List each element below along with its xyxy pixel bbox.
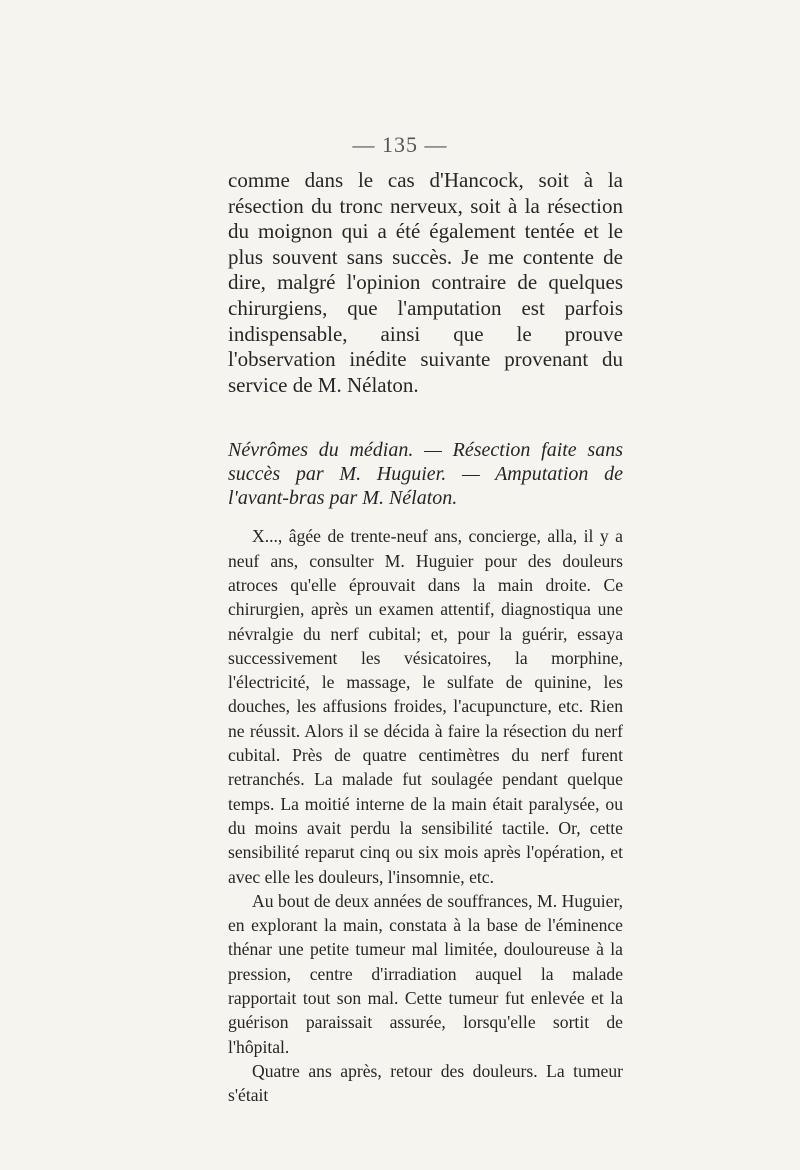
page-number: — 135 — xyxy=(352,132,448,157)
observation-paragraph: Quatre ans après, retour des douleurs. La tumeur s'était xyxy=(228,1060,623,1106)
text-column xyxy=(228,168,623,1107)
observation-paragraph: X..., âgée de trente-neuf ans, concierge, alla, il y a neuf ans, consulter M. Huguier pour des douleurs atroces qu'elle éprouvait dans la main droite. Ce chirurgien, après un examen attentif, diagnostiqua une névralgie du nerf cubital; et, pour la guérir, essaya successivement les vésicatoires, la morphine, l'électricité, le massage, le sulfate de quinine, les douches, les affusions froides, l'acupuncture, etc. Rien ne réussit. Alors il se décida à faire la résection du nerf cubital. Près de quatre centimètres du nerf furent retranchés. La malade fut soulagée pendant quelque temps. La moitié interne de la main était paralysée, ou du moins avait perdu la sensibilité tactile. Or, cette sensibilité reparut cinq ou six mois après l'opération, et avec elle les douleurs, l'insomnie, etc. xyxy=(228,526,623,887)
observation-heading: Névrômes du médian. — Résection faite sans succès par M. Huguier. — Amputation de l'avant-bras par M. Nélaton. xyxy=(228,439,623,510)
intro-paragraph: comme dans le cas d'Hancock, soit à la résection du tronc nerveux, soit à la résection du moignon qui a été également tentée et le plus souvent sans succès. Je me contente de dire, malgré l'opinion contraire de quelques chirurgiens, que l'amputation est parfois indispensable, ainsi que le prouve l'observation inédite suivante provenant du service de M. Nélaton. xyxy=(228,168,623,397)
observation-paragraph: Au bout de deux années de souffrances, M. Huguier, en explorant la main, constata à la base de l'éminence thénar une petite tumeur mal limitée, douloureuse à la pression, centre d'irradiation auquel la malade rapportait tout son mal. Cette tumeur fut enlevée et la guérison paraissait assurée, lorsqu'elle sortit de l'hôpital. xyxy=(228,890,623,1057)
